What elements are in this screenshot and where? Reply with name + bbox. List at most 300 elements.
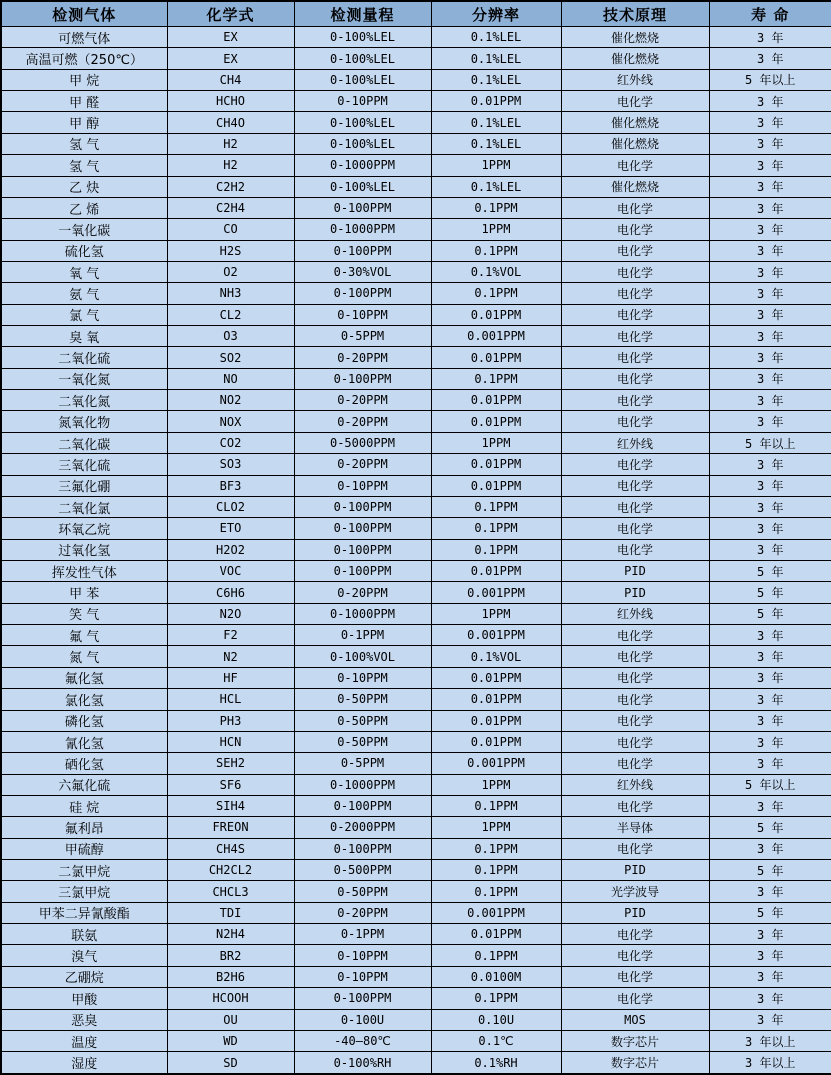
cell-gas-name: 磷化氢 [1,710,167,731]
cell-gas-name: 乙 炔 [1,176,167,197]
cell-technology: 电化学 [561,475,709,496]
cell-lifespan: 3 年 [709,646,831,667]
cell-resolution: 1PPM [431,219,561,240]
cell-lifespan: 3 年 [709,667,831,688]
cell-detection-range: 0-1000PPM [294,603,431,624]
cell-lifespan: 3 年 [709,924,831,945]
cell-lifespan: 3 年以上 [709,1030,831,1051]
cell-resolution: 0.1%LEL [431,133,561,154]
cell-chemical-formula: HCN [167,731,294,752]
cell-lifespan: 3 年 [709,966,831,987]
cell-resolution: 0.01PPM [431,390,561,411]
cell-chemical-formula: CO [167,219,294,240]
cell-chemical-formula: BR2 [167,945,294,966]
cell-detection-range: 0-100%LEL [294,69,431,90]
cell-detection-range: 0-2000PPM [294,817,431,838]
cell-gas-name: 甲苯二异氰酸酯 [1,902,167,923]
cell-detection-range: 0-100PPM [294,518,431,539]
cell-chemical-formula: O2 [167,261,294,282]
cell-resolution: 0.0100M [431,966,561,987]
cell-gas-name: 氰化氢 [1,731,167,752]
cell-gas-name: 甲 醛 [1,91,167,112]
cell-technology: 电化学 [561,966,709,987]
table-row [1,838,831,859]
cell-detection-range: 0-10PPM [294,91,431,112]
cell-detection-range: 0-100U [294,1009,431,1030]
cell-detection-range: 0-20PPM [294,390,431,411]
cell-gas-name: 氟利昂 [1,817,167,838]
table-row [1,112,831,133]
cell-lifespan: 3 年 [709,539,831,560]
cell-lifespan: 5 年 [709,817,831,838]
table-row [1,155,831,176]
cell-detection-range: 0-100%LEL [294,112,431,133]
cell-chemical-formula: VOC [167,560,294,581]
cell-technology: PID [561,560,709,581]
cell-resolution: 0.01PPM [431,475,561,496]
cell-resolution: 0.01PPM [431,710,561,731]
cell-lifespan: 3 年以上 [709,1052,831,1074]
table-row [1,924,831,945]
cell-detection-range: 0-10PPM [294,667,431,688]
cell-gas-name: 氨 气 [1,283,167,304]
cell-detection-range: 0-100PPM [294,795,431,816]
cell-chemical-formula: F2 [167,625,294,646]
cell-detection-range: 0-10PPM [294,475,431,496]
cell-gas-name: 二氧化氯 [1,496,167,517]
cell-resolution: 0.01PPM [431,411,561,432]
cell-lifespan: 5 年以上 [709,69,831,90]
cell-gas-name: 硅 烷 [1,795,167,816]
cell-resolution: 0.01PPM [431,347,561,368]
cell-chemical-formula: CH2CL2 [167,860,294,881]
cell-detection-range: 0-20PPM [294,347,431,368]
cell-gas-name: 硒化氢 [1,753,167,774]
cell-lifespan: 3 年 [709,945,831,966]
cell-gas-name: 一氧化碳 [1,219,167,240]
cell-resolution: 0.1PPM [431,988,561,1009]
table-row [1,326,831,347]
cell-chemical-formula: BF3 [167,475,294,496]
cell-lifespan: 3 年 [709,496,831,517]
table-row [1,240,831,261]
table-row [1,817,831,838]
cell-detection-range: 0-10PPM [294,945,431,966]
table-row [1,945,831,966]
cell-resolution: 0.01PPM [431,304,561,325]
cell-chemical-formula: EX [167,27,294,48]
cell-resolution: 0.001PPM [431,902,561,923]
cell-lifespan: 5 年 [709,560,831,581]
cell-chemical-formula: N2 [167,646,294,667]
cell-technology: 催化燃烧 [561,176,709,197]
cell-gas-name: 挥发性气体 [1,560,167,581]
cell-resolution: 0.01PPM [431,731,561,752]
table-row [1,625,831,646]
table-row [1,69,831,90]
cell-technology: 电化学 [561,988,709,1009]
cell-detection-range: 0-100%LEL [294,48,431,69]
cell-technology: 电化学 [561,539,709,560]
cell-technology: 电化学 [561,625,709,646]
cell-technology: 电化学 [561,454,709,475]
cell-technology: PID [561,902,709,923]
cell-gas-name: 甲酸 [1,988,167,1009]
cell-resolution: 0.01PPM [431,689,561,710]
cell-chemical-formula: CO2 [167,432,294,453]
cell-lifespan: 3 年 [709,390,831,411]
cell-gas-name: 氯化氢 [1,689,167,710]
cell-gas-name: 氯 气 [1,304,167,325]
table-row [1,774,831,795]
cell-chemical-formula: CLO2 [167,496,294,517]
cell-detection-range: 0-100PPM [294,539,431,560]
cell-technology: 催化燃烧 [561,48,709,69]
cell-resolution: 0.1PPM [431,795,561,816]
cell-technology: 电化学 [561,219,709,240]
cell-lifespan: 3 年 [709,304,831,325]
table-row [1,48,831,69]
table-row [1,1009,831,1030]
cell-technology: 电化学 [561,731,709,752]
cell-technology: 数字芯片 [561,1030,709,1051]
cell-resolution: 0.1PPM [431,945,561,966]
cell-lifespan: 3 年 [709,133,831,154]
cell-chemical-formula: ETO [167,518,294,539]
table-header [1,1,831,27]
cell-lifespan: 3 年 [709,176,831,197]
cell-detection-range: 0-500PPM [294,860,431,881]
table-row [1,91,831,112]
cell-technology: 电化学 [561,411,709,432]
column-header-resolution: 分辨率 [431,1,561,27]
cell-chemical-formula: C6H6 [167,582,294,603]
cell-technology: PID [561,860,709,881]
cell-resolution: 0.1%VOL [431,646,561,667]
cell-gas-name: 高温可燃（250℃） [1,48,167,69]
cell-resolution: 0.1PPM [431,838,561,859]
cell-technology: 催化燃烧 [561,112,709,133]
table-body [1,27,831,1075]
cell-detection-range: 0-20PPM [294,902,431,923]
table-row [1,1052,831,1074]
cell-technology: MOS [561,1009,709,1030]
table-row [1,667,831,688]
table-row [1,347,831,368]
cell-detection-range: 0-50PPM [294,689,431,710]
cell-technology: 光学波导 [561,881,709,902]
cell-chemical-formula: H2O2 [167,539,294,560]
table-row [1,560,831,581]
cell-detection-range: 0-100PPM [294,197,431,218]
header-row [1,1,831,27]
cell-chemical-formula: NOX [167,411,294,432]
cell-lifespan: 3 年 [709,326,831,347]
cell-resolution: 0.1℃ [431,1030,561,1051]
cell-lifespan: 3 年 [709,347,831,368]
cell-gas-name: 溴气 [1,945,167,966]
cell-lifespan: 3 年 [709,731,831,752]
cell-lifespan: 3 年 [709,27,831,48]
cell-detection-range: 0-100PPM [294,368,431,389]
cell-resolution: 0.1PPM [431,283,561,304]
table-row [1,603,831,624]
cell-resolution: 0.001PPM [431,582,561,603]
cell-chemical-formula: SO3 [167,454,294,475]
cell-resolution: 0.1PPM [431,368,561,389]
cell-gas-name: 二氧化氮 [1,390,167,411]
cell-detection-range: 0-100%VOL [294,646,431,667]
cell-lifespan: 3 年 [709,518,831,539]
cell-chemical-formula: HF [167,667,294,688]
cell-resolution: 1PPM [431,817,561,838]
cell-chemical-formula: CL2 [167,304,294,325]
cell-chemical-formula: FREON [167,817,294,838]
table-row [1,496,831,517]
cell-resolution: 0.001PPM [431,625,561,646]
cell-lifespan: 3 年 [709,197,831,218]
cell-resolution: 0.1PPM [431,881,561,902]
cell-detection-range: 0-5PPM [294,326,431,347]
cell-technology: 电化学 [561,689,709,710]
table-row [1,475,831,496]
table-row [1,539,831,560]
cell-lifespan: 5 年以上 [709,432,831,453]
table-row [1,390,831,411]
cell-technology: 电化学 [561,518,709,539]
cell-detection-range: 0-100PPM [294,283,431,304]
cell-gas-name: 环氧乙烷 [1,518,167,539]
cell-lifespan: 3 年 [709,475,831,496]
table-row [1,860,831,881]
cell-gas-name: 甲 苯 [1,582,167,603]
cell-chemical-formula: OU [167,1009,294,1030]
cell-lifespan: 3 年 [709,689,831,710]
cell-lifespan: 3 年 [709,283,831,304]
cell-chemical-formula: CH4O [167,112,294,133]
cell-lifespan: 3 年 [709,838,831,859]
cell-chemical-formula: NO2 [167,390,294,411]
cell-gas-name: 氟化氢 [1,667,167,688]
cell-resolution: 0.01PPM [431,667,561,688]
cell-detection-range: 0-10PPM [294,304,431,325]
cell-gas-name: 三氯甲烷 [1,881,167,902]
cell-detection-range: 0-20PPM [294,411,431,432]
cell-gas-name: 甲硫醇 [1,838,167,859]
cell-resolution: 0.1%LEL [431,112,561,133]
cell-lifespan: 3 年 [709,219,831,240]
cell-resolution: 0.1PPM [431,518,561,539]
cell-chemical-formula: NH3 [167,283,294,304]
cell-lifespan: 3 年 [709,710,831,731]
cell-chemical-formula: O3 [167,326,294,347]
cell-resolution: 0.01PPM [431,91,561,112]
table-row [1,27,831,48]
table-row [1,219,831,240]
table-row [1,304,831,325]
cell-technology: 电化学 [561,667,709,688]
cell-gas-name: 氟 气 [1,625,167,646]
cell-gas-name: 三氧化硫 [1,454,167,475]
cell-chemical-formula: SIH4 [167,795,294,816]
table-row [1,368,831,389]
cell-technology: 红外线 [561,69,709,90]
cell-gas-name: 六氟化硫 [1,774,167,795]
cell-resolution: 0.001PPM [431,326,561,347]
cell-resolution: 0.1PPM [431,496,561,517]
cell-lifespan: 3 年 [709,368,831,389]
cell-technology: 电化学 [561,924,709,945]
cell-technology: 电化学 [561,368,709,389]
cell-detection-range: 0-1000PPM [294,219,431,240]
cell-lifespan: 5 年 [709,582,831,603]
table-row [1,283,831,304]
cell-resolution: 0.1%LEL [431,176,561,197]
cell-gas-name: 甲 醇 [1,112,167,133]
table-row [1,646,831,667]
cell-detection-range: 0-10PPM [294,966,431,987]
cell-detection-range: 0-30%VOL [294,261,431,282]
cell-technology: 电化学 [561,945,709,966]
cell-chemical-formula: C2H4 [167,197,294,218]
cell-detection-range: 0-1PPM [294,924,431,945]
column-header-technology: 技术原理 [561,1,709,27]
cell-lifespan: 3 年 [709,48,831,69]
cell-chemical-formula: NO [167,368,294,389]
cell-resolution: 0.1%RH [431,1052,561,1074]
cell-technology: 电化学 [561,283,709,304]
cell-lifespan: 3 年 [709,454,831,475]
cell-detection-range: 0-100%RH [294,1052,431,1074]
cell-gas-name: 氮氧化物 [1,411,167,432]
cell-lifespan: 3 年 [709,988,831,1009]
table-row [1,689,831,710]
cell-gas-name: 氮 气 [1,646,167,667]
cell-chemical-formula: SD [167,1052,294,1074]
cell-detection-range: 0-20PPM [294,454,431,475]
cell-technology: 半导体 [561,817,709,838]
table-row [1,881,831,902]
cell-technology: 电化学 [561,326,709,347]
cell-gas-name: 臭 氧 [1,326,167,347]
table-row [1,795,831,816]
cell-chemical-formula: SO2 [167,347,294,368]
table-row [1,731,831,752]
cell-technology: 电化学 [561,496,709,517]
cell-gas-name: 恶臭 [1,1009,167,1030]
cell-gas-name: 二氯甲烷 [1,860,167,881]
cell-technology: 电化学 [561,347,709,368]
cell-gas-name: 乙 烯 [1,197,167,218]
table-row [1,454,831,475]
cell-chemical-formula: TDI [167,902,294,923]
cell-gas-name: 氧 气 [1,261,167,282]
cell-gas-name: 二氧化硫 [1,347,167,368]
cell-resolution: 0.1%LEL [431,69,561,90]
cell-detection-range: 0-5000PPM [294,432,431,453]
cell-chemical-formula: CH4 [167,69,294,90]
cell-lifespan: 3 年 [709,261,831,282]
cell-resolution: 0.001PPM [431,753,561,774]
cell-resolution: 0.01PPM [431,454,561,475]
cell-resolution: 1PPM [431,603,561,624]
cell-gas-name: 氢 气 [1,155,167,176]
table-row [1,197,831,218]
cell-resolution: 1PPM [431,155,561,176]
cell-lifespan: 3 年 [709,625,831,646]
table-row [1,432,831,453]
table-row [1,261,831,282]
cell-resolution: 0.1%VOL [431,261,561,282]
cell-chemical-formula: HCHO [167,91,294,112]
cell-resolution: 0.1PPM [431,197,561,218]
cell-resolution: 0.1PPM [431,240,561,261]
cell-lifespan: 3 年 [709,795,831,816]
cell-detection-range: 0-5PPM [294,753,431,774]
cell-detection-range: -40—80℃ [294,1030,431,1051]
cell-detection-range: 0-1000PPM [294,774,431,795]
cell-technology: 电化学 [561,240,709,261]
cell-gas-name: 乙硼烷 [1,966,167,987]
cell-resolution: 0.1%LEL [431,27,561,48]
cell-detection-range: 0-50PPM [294,710,431,731]
cell-detection-range: 0-1000PPM [294,155,431,176]
cell-technology: 电化学 [561,91,709,112]
cell-technology: 电化学 [561,646,709,667]
table-row [1,411,831,432]
table-row [1,582,831,603]
cell-detection-range: 0-100PPM [294,988,431,1009]
cell-lifespan: 3 年 [709,155,831,176]
cell-lifespan: 5 年 [709,860,831,881]
column-header-detection-range: 检测量程 [294,1,431,27]
cell-lifespan: 5 年以上 [709,774,831,795]
cell-chemical-formula: CH4S [167,838,294,859]
cell-detection-range: 0-100PPM [294,838,431,859]
cell-gas-name: 温度 [1,1030,167,1051]
cell-gas-name: 硫化氢 [1,240,167,261]
table-row [1,710,831,731]
cell-chemical-formula: N2O [167,603,294,624]
cell-lifespan: 5 年 [709,902,831,923]
cell-technology: 催化燃烧 [561,133,709,154]
table-row [1,988,831,1009]
cell-chemical-formula: H2S [167,240,294,261]
cell-detection-range: 0-100PPM [294,240,431,261]
cell-detection-range: 0-50PPM [294,881,431,902]
cell-chemical-formula: WD [167,1030,294,1051]
cell-technology: 电化学 [561,753,709,774]
cell-technology: 红外线 [561,603,709,624]
cell-technology: 电化学 [561,197,709,218]
table-row [1,966,831,987]
cell-gas-name: 笑 气 [1,603,167,624]
cell-technology: 电化学 [561,710,709,731]
cell-detection-range: 0-1PPM [294,625,431,646]
cell-lifespan: 3 年 [709,753,831,774]
cell-chemical-formula: H2 [167,155,294,176]
cell-resolution: 0.01PPM [431,924,561,945]
cell-technology: 红外线 [561,774,709,795]
cell-chemical-formula: B2H6 [167,966,294,987]
cell-lifespan: 3 年 [709,411,831,432]
table-row [1,902,831,923]
cell-chemical-formula: C2H2 [167,176,294,197]
cell-chemical-formula: N2H4 [167,924,294,945]
column-header-lifespan: 寿 命 [709,1,831,27]
table-row [1,176,831,197]
cell-technology: 电化学 [561,304,709,325]
